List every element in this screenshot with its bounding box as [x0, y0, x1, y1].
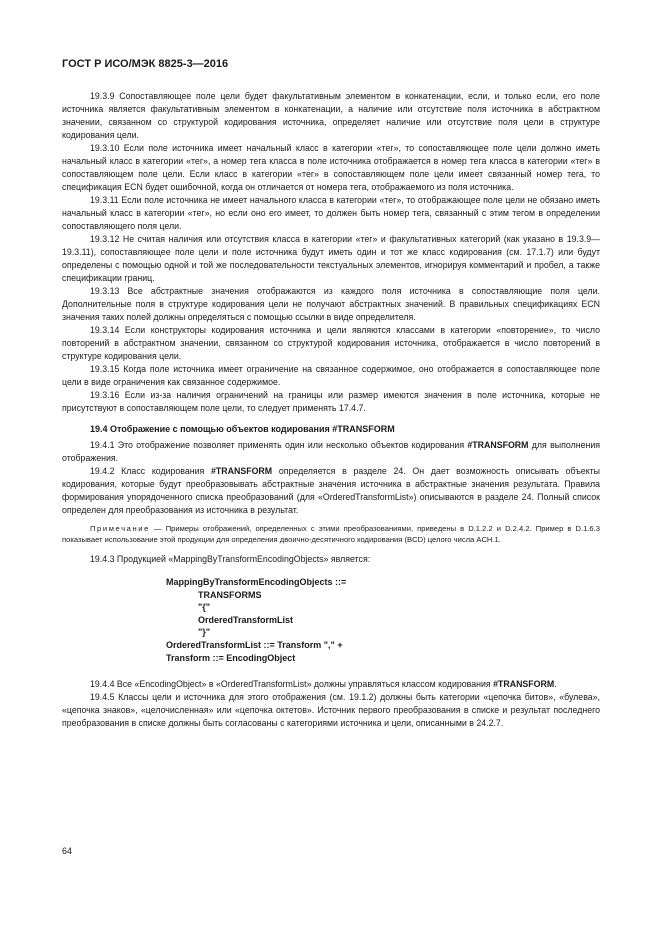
paragraph-text: .: [554, 679, 557, 690]
code-line: OrderedTransformList ::= Transform "," +: [166, 639, 343, 650]
section-title-19-4: 19.4 Отображение с помощью объектов кодирования #TRANSFORM: [90, 424, 395, 434]
code-line: MappingByTransformEncodingObjects ::=: [166, 577, 347, 587]
paragraph-text: определяется в разделе 24. Он дает возможность описывать объекты кодирования, которые будут преобразовывать абстрактные значения источника в абстрактные значения результата. Правила формирования упорядоченного списка преобразований (для «OrderedTransformList») описываются в разделе 24. Полный список определен для преобразования из источника в результат.: [62, 466, 600, 515]
page-number: 64: [62, 846, 73, 856]
keyword-transform: #TRANSFORM: [493, 679, 555, 690]
paragraph-19-3-13: 19.3.13 Все абстрактные значения отображаются из каждого поля источника в сопоставляющие поля цели. Дополнительные поля в структуре кодирования цели не получают абстрактных значений. В правильных спецификациях ECN значения таких полей должны определяться с помощью ссылки в виде определителя.: [62, 286, 600, 322]
code-line: OrderedTransformList: [198, 614, 294, 625]
paragraph-19-3-15: 19.3.15 Когда поле источника имеет ограничение на связанное содержимое, оно отображается в сопоставляющее поле цели в виде ограничения как связанное содержимое.: [62, 364, 600, 387]
code-line: Transform ::= EncodingObject: [166, 652, 296, 663]
paragraph-19-3-9: 19.3.9 Сопоставляющее поле цели будет факультативным элементом в конкатенации, если, и только если, его поле источника является факультативным элементом в конкатенации, а наличие или отсутствие поля источника в абстрактном значении, связанном со структурой кодирования источника, определяет наличие или отсутствие поля цели в структуре кодирования цели.: [62, 91, 600, 140]
paragraph-19-4-1: [62, 439, 600, 465]
code-line: "{": [198, 602, 211, 613]
code-line: TRANSFORMS: [198, 589, 262, 600]
paragraph-19-3-11: 19.3.11 Если поле источника не имеет начального класса в категории «тег», то отображающее поле цели не обязано иметь начальный класс в категории «тег», но если оно его имеет, то должен быть номер тега, связанный с этим тегом в определении сопоставляющего поля цели.: [62, 195, 600, 231]
grammar-production: [166, 576, 600, 664]
paragraph-19-4-5: 19.4.5 Классы цели и источника для этого отображения (см. 19.1.2) должны быть категории «цепочка битов», «булева», «цепочка знаков», «целочисленная» или «цепочка октетов». Источник первого преобразования в списке и результат последнего преобразования в списке должны быть согласованы с категориями источника и цели, описанными в 24.2.7.: [62, 692, 600, 729]
paragraph-19-3-14: 19.3.14 Если конструкторы кодирования источника и цели являются классами в категории «повторение», то число повторений в абстрактном значении, связанном со структурой кодирования источника, отображается в число повторений в структуре кодирования цели.: [62, 325, 600, 361]
document-page: [62, 58, 600, 730]
note-label: Примечание: [90, 524, 150, 533]
paragraph-text: 19.4.1 Это отображение позволяет применять один или несколько объектов кодирования: [90, 440, 468, 450]
paragraph-19-3-16: 19.3.16 Если из-за наличия ограничений на границы или размер имеются значения в поле источника, которые не присутствуют в сопоставляющем поле цели, то следует применять 17.4.7.: [62, 390, 600, 413]
paragraph-text: 19.4.2 Класс кодирования: [90, 466, 212, 476]
paragraph-text: для выполнения отображения.: [62, 440, 600, 463]
paragraph-19-3-12: 19.3.12 Не считая наличия или отсутствия класса в категории «тег» и факультативных категорий (как указано в 19.3.9—19.3.11), сопоставляющее поле цели и поле источника будут иметь один и тот же класс кодирования (см. 17.1.7) или будут определены с помощью одной и той же последовательности текстуальных элементов, игнорируя комментарий и пробел, а также спецификации границ.: [62, 234, 600, 283]
keyword-transform: #TRANSFORM: [467, 440, 529, 450]
paragraph-19-4-4: [62, 678, 600, 691]
note-text: — Примеры отображений, определенных с этими преобразованиями, приведены в D.1.2.2 и D.2.4.2. Пример в D.1.6.3 показывает использование этой продукции для определения двоично-десятичного кодирования (BCD) целого числа ACH.1.: [62, 524, 600, 544]
keyword-transform: #TRANSFORM: [211, 466, 273, 476]
paragraph-19-4-2: [62, 465, 600, 517]
code-line: "}": [198, 627, 211, 638]
paragraph-19-4-3: 19.4.3 Продукцией «MappingByTransformEncodingObjects» является:: [90, 554, 371, 564]
paragraph-text: 19.4.4 Все «EncodingObject» в «OrderedTransformList» должны управляться классом кодирования: [90, 679, 494, 690]
note: [62, 523, 600, 545]
document-header: ГОСТ Р ИСО/МЭК 8825-3—2016: [62, 58, 229, 70]
paragraph-19-3-10: 19.3.10 Если поле источника имеет начальный класс в категории «тег», то сопоставляющее поле цели должно иметь начальный класс в категории «тег», а номер тега класса в поле источника отображается в номер тега класса в категории «тег» в сопоставляющем поле цели. Если класс в категории «тег» в сопоставляющем поле цели имеет связанный номер тега, то спецификация ECN будет ошибочной, когда он отличается от номера тега, отображаемого из поля источника.: [62, 143, 600, 192]
